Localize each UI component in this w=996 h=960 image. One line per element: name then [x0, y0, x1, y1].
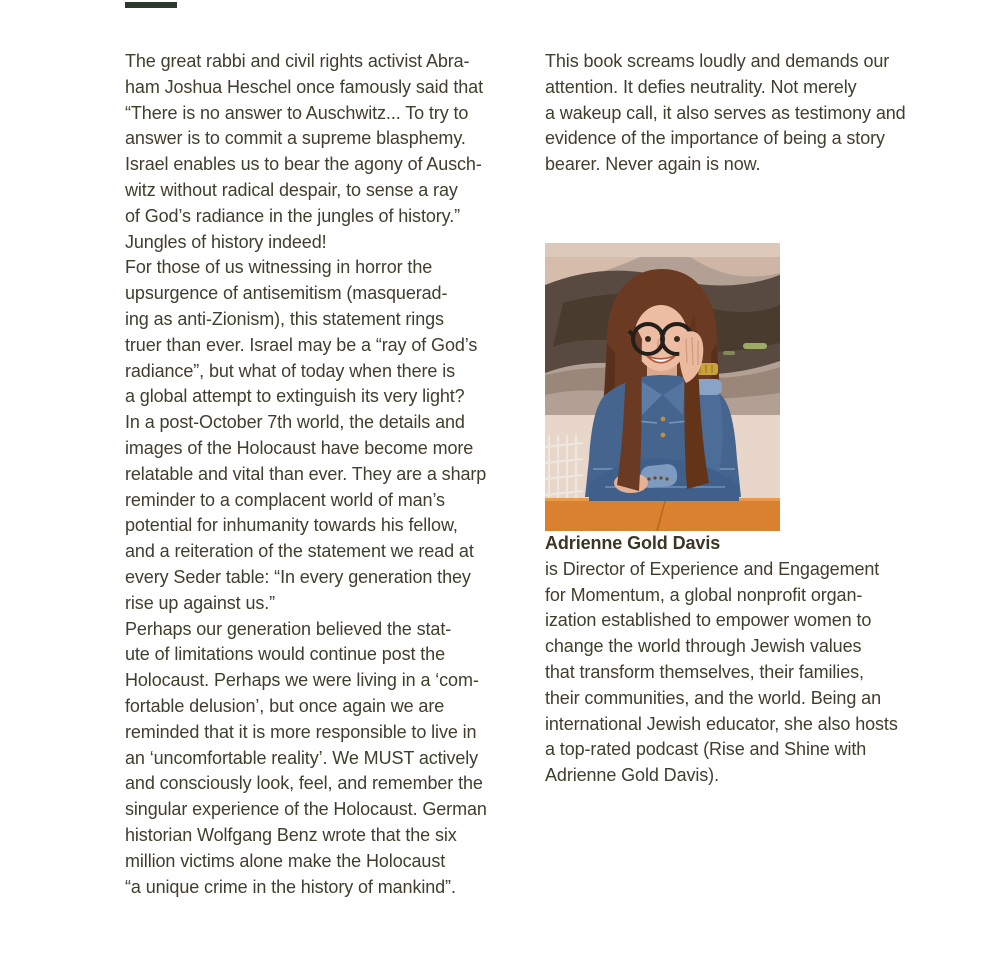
author-bio: is Director of Experience and Engagement for Momentum, a global nonprofit organ- ization established to empower women to change the world through Jewish values that transform themselves, their families, their communities, and the world. Being an international Jewish educator, she also hosts a top-rated podcast (Rise and Shine with Adrienne Gold Davis).	[545, 558, 898, 786]
paragraph: For those of us witnessing in horror the upsurgence of antisemitism (masquerad- ing as anti-Zionism), this statement rings truer than ever. Israel may be a “ray of God’s radiance”, but what of today when there is a global attempt to extinguish its very light? In a post-October 7th world, the details and images of the Holocaust have become more relatable and vital than ever. They are a sharp reminder to a complacent world of man’s potential for inhumanity towards his fellow, and a reiteration of the statement we read at every Seder table: “In every generation they rise up against us.”	[125, 257, 487, 613]
section-rule	[125, 2, 177, 8]
author-name: Adrienne Gold Davis	[545, 532, 721, 553]
left-text-column	[125, 49, 525, 900]
right-text-column	[545, 49, 945, 789]
paragraph: This book screams loudly and demands our attention. It defies neutrality. Not merely a wakeup call, it also serves as testimony and evidence of the importance of being a story bearer. Never again is now.	[545, 51, 906, 175]
paragraph: The great rabbi and civil rights activist Abra- ham Joshua Heschel once famously said that “There is no answer to Auschwitz... To try to answer is to commit a supreme blasphemy. Israel enables us to bear the agony of Ausch- witz without radical despair, to sense a ray of God’s radiance in the jungles of history.” Jungles of history indeed!	[125, 51, 483, 252]
portrait-photo	[545, 243, 780, 531]
paragraph: Perhaps our generation believed the stat- ute of limitations would continue post the Holocaust. Perhaps we were living in a ‘com- fortable delusion’, but once again we are reminded that it is more responsible to live in an ‘uncomfortable reality’. We MUST actively and consciously look, feel, and remember the singular experience of the Holocaust. German historian Wolfgang Benz wrote that the six million victims alone make the Holocaust “a unique crime in the history of mankind”.	[125, 618, 487, 897]
